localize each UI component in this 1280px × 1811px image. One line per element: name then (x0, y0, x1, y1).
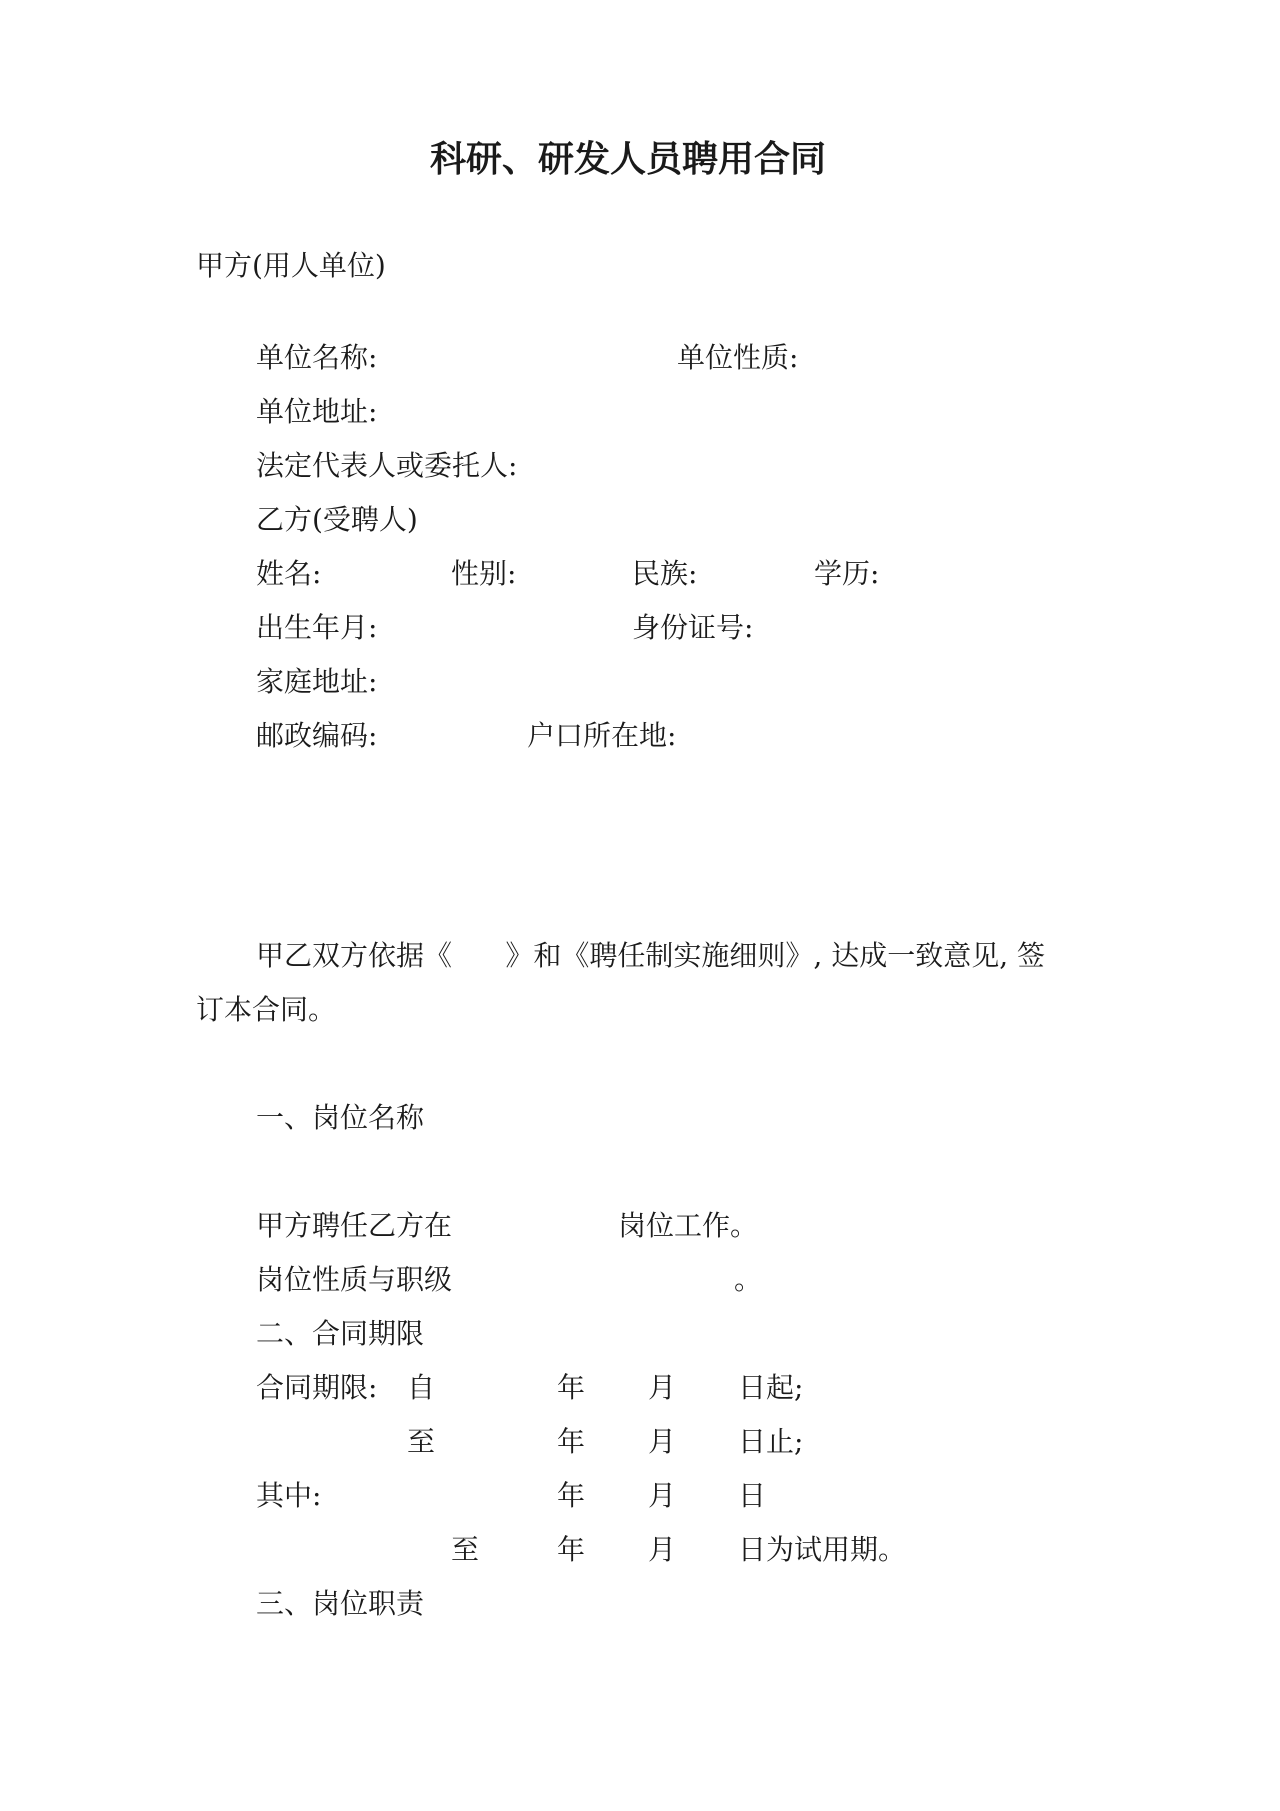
trial-period-end: 日为试用期。 (738, 1533, 907, 1566)
id-number-label: 身份证号: (632, 611, 754, 644)
unit-name-label: 单位名称: (256, 341, 378, 374)
hire-position-left: 甲方聘任乙方在 (256, 1209, 453, 1242)
position-nature-right: 。 (734, 1263, 763, 1296)
home-address-label: 家庭地址: (256, 665, 378, 698)
birth-label: 出生年月: (256, 611, 378, 644)
unit-address-label: 单位地址: (256, 395, 378, 428)
trial-to-month: 月 (648, 1533, 677, 1566)
trial-from-month: 月 (648, 1479, 677, 1512)
ethnicity-label: 民族: (632, 557, 698, 590)
period-from-day: 日起; (738, 1371, 804, 1404)
period-to-year: 年 (557, 1425, 586, 1458)
among-label: 其中: (256, 1479, 322, 1512)
trial-from-year: 年 (557, 1479, 586, 1512)
period-to-month: 月 (648, 1425, 677, 1458)
trial-to-year: 年 (557, 1533, 586, 1566)
trial-from-day: 日 (738, 1479, 767, 1512)
education-label: 学历: (814, 557, 880, 590)
unit-nature-label: 单位性质: (677, 341, 799, 374)
representative-label: 法定代表人或委托人: (256, 449, 518, 482)
page-title: 科研、研发人员聘用合同 (430, 138, 827, 180)
gender-label: 性别: (451, 557, 517, 590)
name-label: 姓名: (256, 557, 322, 590)
preamble-line-1: 甲乙双方依据《 》和《聘任制实施细则》, 达成一致意见, 签 (256, 939, 1046, 972)
section-1-heading: 一、岗位名称 (256, 1101, 425, 1134)
period-from-year: 年 (557, 1371, 586, 1404)
party-a-heading: 甲方(用人单位) (196, 249, 386, 282)
section-2-heading: 二、合同期限 (256, 1317, 425, 1350)
party-b-heading: 乙方(受聘人) (256, 503, 418, 536)
hire-position-right: 岗位工作。 (618, 1209, 759, 1242)
trial-to: 至 (451, 1533, 480, 1566)
preamble-line-2: 订本合同。 (196, 993, 337, 1026)
period-from-month: 月 (648, 1371, 677, 1404)
period-to-day: 日止; (738, 1425, 804, 1458)
period-from: 自 (407, 1371, 436, 1404)
postal-code-label: 邮政编码: (256, 719, 378, 752)
period-to: 至 (407, 1425, 436, 1458)
position-nature-left: 岗位性质与职级 (256, 1263, 453, 1296)
contract-period-label: 合同期限: (256, 1371, 378, 1404)
section-3-heading: 三、岗位职责 (256, 1587, 425, 1620)
hukou-label: 户口所在地: (527, 719, 677, 752)
